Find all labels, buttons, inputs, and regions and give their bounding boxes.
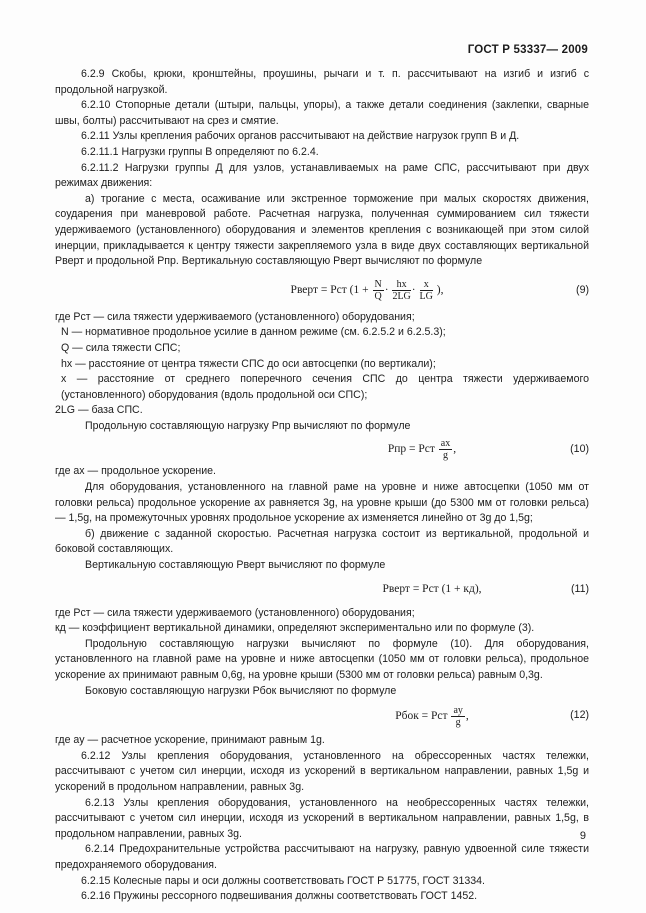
formula-tail: ,: [465, 709, 469, 722]
where-line: N — нормативное продольное усилие в данном режиме (см. 6.2.5.2 и 6.2.5.3);: [61, 326, 446, 339]
paragraph: 6.2.11.1 Нагрузки группы В определяют по 6.2.4.: [81, 145, 319, 158]
fraction: [392, 279, 410, 302]
where-line: где ay — расчетное ускорение, принимают равным 1g.: [55, 734, 325, 747]
paragraph: Для оборудования, установленного на главной раме на уровне и ниже автосцепки (1050 мм от головки рельса) продольное ускорение ax равняется 3g, на уровне крыши (до 5300 мм от головки рельса) — 1,5g, на промежуточных уровнях продольное ускорение ax изменяется линейно от 3g до 1,5g;: [55, 481, 589, 525]
equation-number: (11): [570, 582, 589, 595]
numerator: x: [420, 279, 433, 291]
formula-expression: [305, 705, 559, 728]
paragraph: 6.2.16 Пружины рессорного подвешивания должны соответствовать ГОСТ 1452.: [81, 890, 478, 903]
paragraph: 6.2.10 Стопорные детали (штыри, пальцы, упоры), а также детали соединения (заклепки, сварные швы, болты) рассчитывают на срез и смятие.: [55, 99, 589, 127]
where-line: кд — коэффициент вертикальной динамики, определяют экспериментально или по формуле (3).: [55, 622, 535, 635]
paragraph: 6.2.14 Предохранительные устройства рассчитывают на нагрузку, равную удвоенной силе тяжести предохраняемого оборудования.: [55, 843, 589, 871]
formula-lhs: Pверт = Pст: [290, 284, 347, 297]
where-line: hx — расстояние от центра тяжести СПС до оси автосцепки (по вертикали);: [61, 357, 436, 370]
formula-9: [55, 270, 589, 310]
denominator: g: [443, 449, 449, 461]
paragraph: 6.2.11.2 Нагрузки группы Д для узлов, устанавливаемых на раме СПС, рассчитывают при двух режимах движения:: [55, 161, 589, 190]
document-body: [55, 67, 589, 905]
fraction: [420, 279, 433, 302]
denominator: Q: [374, 291, 382, 303]
formula-open: (1 +: [349, 284, 369, 297]
paragraph: 6.2.15 Колесные пары и оси должны соответствовать ГОСТ Р 51775, ГОСТ 31334.: [81, 874, 485, 887]
numerator: hx: [392, 279, 410, 291]
fraction: [439, 438, 452, 461]
formula-lhs: Pпр = Pст: [387, 443, 435, 456]
formula-expression: Pверт = Pст (1 + кд),: [382, 582, 482, 595]
paragraph: а) трогание с места, осаживание или экстренное торможение при малых скоростях движения, соударения при маневровой работе. Расчетная нагрузка, полученная суммированием сил тяжести удерживаемого (установленного) оборудования и элементов крепления с возникающей при этом силой инерции, прикладывается к центру тяжести закрепляемого узла в виде двух составляющих вертикальной Pверт и продольной Pпр. Вертикальную составляющую Pверт вычисляют по формуле: [55, 192, 589, 268]
page-number: 9: [579, 830, 586, 842]
where-line: Q — сила тяжести СПС;: [61, 341, 181, 354]
denominator: g: [455, 716, 461, 728]
formula-tail: ,: [453, 443, 457, 456]
formula-lhs: Pбок = Pст: [395, 709, 448, 722]
paragraph: 6.2.13 Узлы крепления оборудования, установленного на необрессоренных частях тележки, рассчитывают с учетом сил инерции, исходя из ускорений в вертикальном направлении, равных 1,5g, в продольном направлении, равных 3g.: [55, 796, 589, 840]
formula-11: [55, 574, 589, 606]
where-line: где Pст — сила тяжести удерживаемого (установленного) оборудования;: [55, 310, 415, 323]
document-id: ГОСТ Р 53337— 2009: [467, 44, 588, 56]
paragraph: б) движение с заданной скоростью. Расчетная нагрузка состоит из вертикальной, продольной и боковой составляющих.: [55, 527, 589, 556]
formula-expression: Pверт = Pст (1 + $\frac{N}{Q}$ · $\frac{hx}{2LG}$ · $\frac{x}{LG}$ ),: [290, 279, 444, 303]
formula-close: ),: [436, 284, 444, 297]
where-line: где Pст — сила тяжести удерживаемого (установленного) оборудования;: [55, 606, 415, 619]
equation-number: (10): [570, 442, 589, 455]
denominator: 2LG: [392, 291, 411, 303]
paragraph: Продольную составляющую нагрузку Pпр вычисляют по формуле: [85, 419, 411, 432]
fraction: [451, 705, 464, 728]
paragraph: 6.2.11 Узлы крепления рабочих органов рассчитывают на действие нагрузок групп В и Д.: [81, 130, 520, 143]
formula-expression: [285, 438, 559, 461]
formula-12: [55, 699, 589, 733]
numerator: ay: [453, 704, 463, 716]
paragraph: 6.2.9 Скобы, крюки, кронштейны, проушины, рычаги и т. п. рассчитывают на изгиб и изгиб с продольной нагрузкой.: [55, 68, 589, 96]
paragraph: Боковую составляющую нагрузки Pбок вычисляют по формуле: [85, 684, 397, 697]
where-line: где ax — продольное ускорение.: [55, 465, 216, 478]
paragraph: Вертикальную составляющую Pверт вычисляют по формуле: [85, 559, 386, 572]
numerator: ax: [440, 437, 451, 449]
numerator: N: [374, 279, 382, 291]
paragraph: 6.2.12 Узлы крепления оборудования, установленного на обрессоренных частях тележки, рассчитывают с учетом сил инерции, исходя из ускорений в вертикальном направлении, равных 1,5g и ускорений в продольном направлении, равных 3g.: [55, 749, 589, 793]
where-line: x — расстояние от среднего поперечного сечения СПС до центра тяжести удерживаемого (установленного) оборудования (вдоль продольной оси СПС);: [61, 373, 589, 401]
equation-number: (9): [576, 283, 589, 296]
where-line: 2LG — база СПС.: [55, 404, 143, 417]
paragraph: Продольную составляющую нагрузки вычисляют по формуле (10). Для оборудования, установленного на главной раме на уровне и ниже автосцепки (1050 мм от головки рельса), продольное ускорение ax принимают равным 0,6g, на уровне крыши (5300 мм от головки рельса) равным 0,3g.: [55, 637, 589, 681]
fraction: [373, 279, 384, 302]
equation-number: (12): [570, 709, 589, 722]
denominator: LG: [419, 291, 433, 303]
formula-10: [55, 434, 589, 464]
